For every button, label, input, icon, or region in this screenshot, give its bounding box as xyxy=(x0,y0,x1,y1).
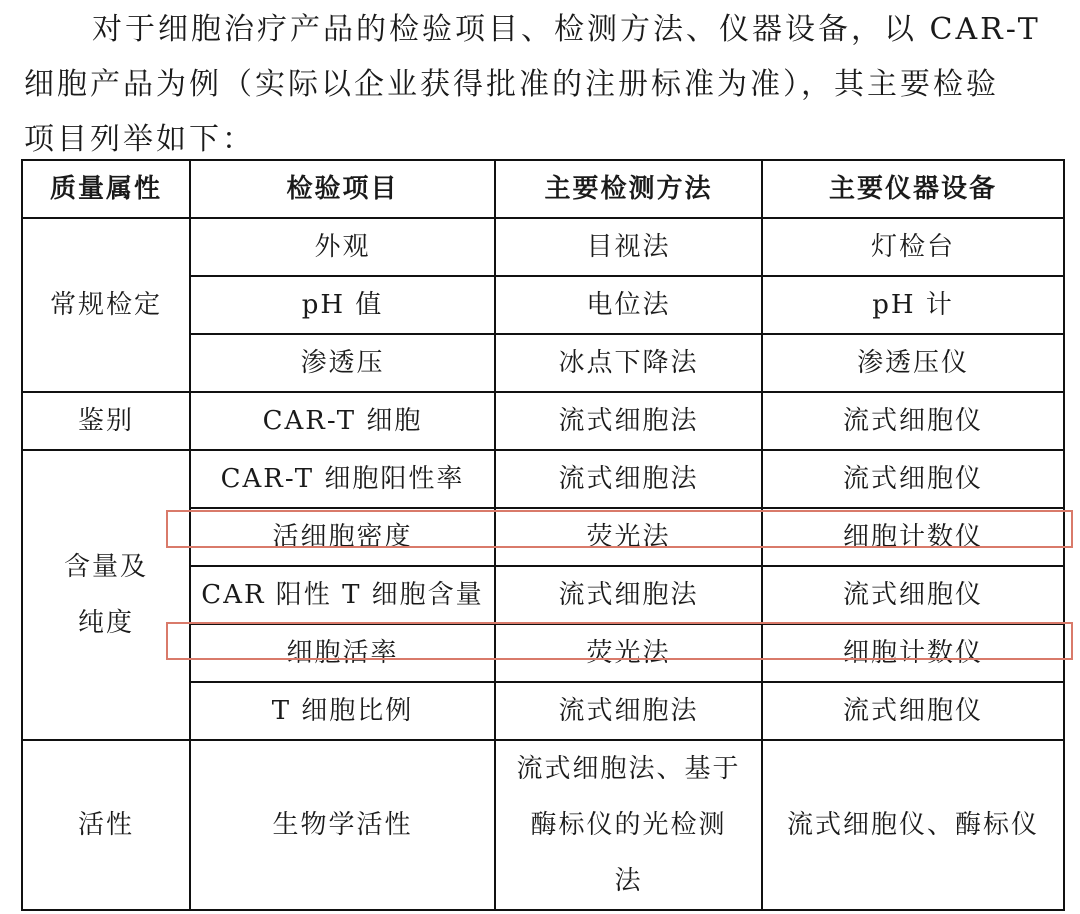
cell-method: 荧光法 xyxy=(495,508,762,566)
cell-item: CAR-T 细胞阳性率 xyxy=(190,450,495,508)
cell-instrument: 灯检台 xyxy=(762,218,1064,276)
cell-instrument: 流式细胞仪、酶标仪 xyxy=(762,740,1064,910)
cell-instrument: 渗透压仪 xyxy=(762,334,1064,392)
cell-instrument: 细胞计数仪 xyxy=(762,624,1064,682)
cell-item: T 细胞比例 xyxy=(190,682,495,740)
cell-instrument: 流式细胞仪 xyxy=(762,566,1064,624)
cell-method xyxy=(495,740,762,910)
intro-line-1: 对于细胞治疗产品的检验项目、检测方法、仪器设备，以 CAR-T xyxy=(92,12,1041,47)
cell-item: 外观 xyxy=(190,218,495,276)
cell-instrument: pH 计 xyxy=(762,276,1064,334)
cell-item: 生物学活性 xyxy=(190,740,495,910)
header-main-instrument: 主要仪器设备 xyxy=(762,160,1064,218)
cell-instrument: 流式细胞仪 xyxy=(762,450,1064,508)
group-activity: 活性 xyxy=(22,740,190,910)
inspection-table xyxy=(21,159,1065,911)
header-main-method: 主要检测方法 xyxy=(495,160,762,218)
intro-line-3: 项目列举如下： xyxy=(24,122,255,157)
header-inspection-item: 检验项目 xyxy=(190,160,495,218)
intro-paragraph xyxy=(24,2,1064,167)
cell-method-line-2: 酶标仪的光检测 xyxy=(530,810,727,840)
cell-method: 流式细胞法 xyxy=(495,682,762,740)
group-content-purity-line-1: 含量及 xyxy=(63,552,148,582)
cell-method-line-1: 流式细胞法、基于 xyxy=(516,754,741,784)
table-row xyxy=(22,392,1064,450)
cell-method: 电位法 xyxy=(495,276,762,334)
cell-method-line-3: 法 xyxy=(614,866,643,896)
table-row xyxy=(22,218,1064,276)
cell-method: 流式细胞法 xyxy=(495,450,762,508)
header-quality-attribute: 质量属性 xyxy=(22,160,190,218)
cell-item: CAR 阳性 T 细胞含量 xyxy=(190,566,495,624)
cell-method: 流式细胞法 xyxy=(495,392,762,450)
group-identification: 鉴别 xyxy=(22,392,190,450)
table-header-row xyxy=(22,160,1064,218)
table-row xyxy=(22,740,1064,910)
cell-item: pH 值 xyxy=(190,276,495,334)
cell-instrument: 细胞计数仪 xyxy=(762,508,1064,566)
cell-item: CAR-T 细胞 xyxy=(190,392,495,450)
cell-method: 冰点下降法 xyxy=(495,334,762,392)
group-content-purity xyxy=(22,450,190,740)
cell-item: 细胞活率 xyxy=(190,624,495,682)
cell-item: 活细胞密度 xyxy=(190,508,495,566)
group-content-purity-line-2: 纯度 xyxy=(77,608,134,638)
intro-line-2: 细胞产品为例（实际以企业获得批准的注册标准为准），其主要检验 xyxy=(24,67,999,102)
cell-method: 流式细胞法 xyxy=(495,566,762,624)
table-row xyxy=(22,450,1064,508)
cell-item: 渗透压 xyxy=(190,334,495,392)
cell-instrument: 流式细胞仪 xyxy=(762,682,1064,740)
cell-method: 荧光法 xyxy=(495,624,762,682)
cell-instrument: 流式细胞仪 xyxy=(762,392,1064,450)
group-routine: 常规检定 xyxy=(22,218,190,392)
cell-method: 目视法 xyxy=(495,218,762,276)
